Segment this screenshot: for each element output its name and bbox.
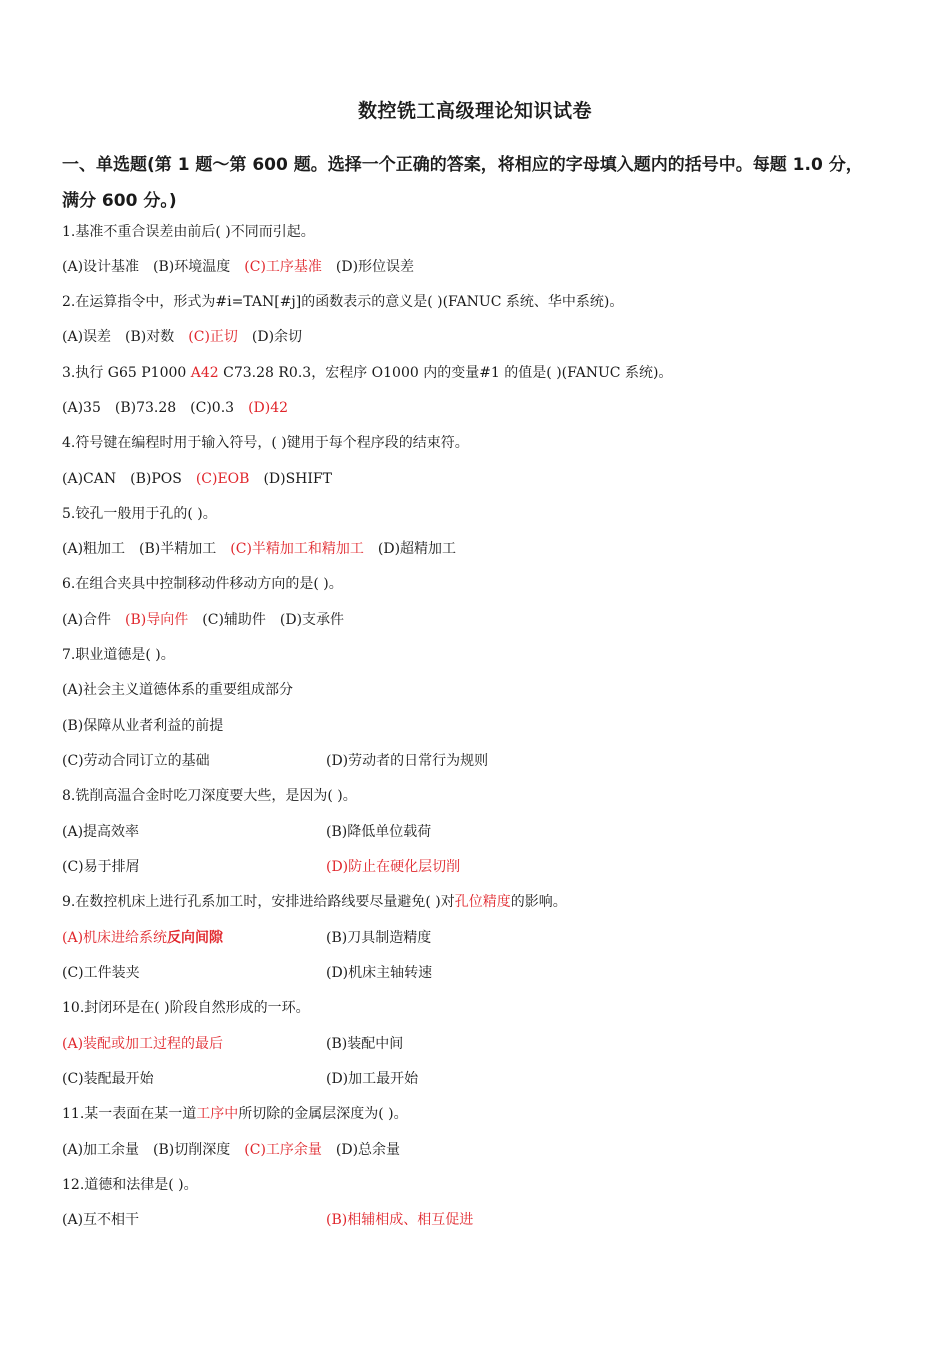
question-options — [62, 328, 902, 346]
question-stem: 12.道德和法律是( )。 — [62, 1177, 198, 1193]
question-stem — [62, 364, 902, 382]
question-options — [62, 399, 902, 417]
option-a-answer — [62, 930, 223, 946]
stem-text: 3.执行 G65 P1000 — [62, 365, 191, 381]
option-b: (B)73.28 — [114, 400, 177, 416]
option-a: (A)误差 — [62, 329, 112, 345]
option-b-answer: (B)相辅相成、相互促进 — [326, 1212, 474, 1228]
option-d: (D)超精加工 — [377, 541, 457, 557]
question-stem — [62, 893, 902, 911]
question-options — [62, 1141, 902, 1159]
question-options — [62, 611, 902, 629]
option-c: (C)装配最开始 — [62, 1071, 154, 1087]
option-d: (D)支承件 — [279, 612, 345, 628]
question-stem: 1.基准不重合误差由前后( )不同而引起。 — [62, 224, 315, 240]
stem-text: 所切除的金属层深度为( )。 — [238, 1106, 408, 1122]
option-a: (A)设计基准 — [62, 259, 140, 275]
stem-text: 9.在数控机床上进行孔系加工时，安排进给路线要尽量避免( )对 — [62, 894, 455, 910]
option-a: (A)加工余量 — [62, 1142, 140, 1158]
option-b: (B)环境温度 — [153, 259, 231, 275]
option-b: (B)半精加工 — [139, 541, 217, 557]
stem-highlight: A42 — [190, 365, 219, 381]
option-c: (C)劳动合同订立的基础 — [62, 753, 210, 769]
option-b: (B)对数 — [125, 329, 175, 345]
question-stem: 2.在运算指令中，形式为#i=TAN[#j]的函数表示的意义是( )(FANUC 系统、华中系统)。 — [62, 294, 624, 310]
question-stem: 6.在组合夹具中控制移动件移动方向的是( )。 — [62, 576, 343, 592]
option-b: (B)切削深度 — [153, 1142, 231, 1158]
question-options — [62, 823, 902, 841]
option-d: (D)机床主轴转速 — [326, 965, 433, 981]
question-options — [62, 258, 902, 276]
page-title: 数控铣工高级理论知识试卷 — [357, 100, 592, 122]
stem-text: 的影响。 — [510, 894, 567, 910]
question-options — [62, 470, 902, 488]
option-b: (B)保障从业者利益的前提 — [62, 718, 224, 734]
stem-highlight: 工序中 — [196, 1106, 239, 1122]
option-c: (C)易于排屑 — [62, 859, 140, 875]
option-d: (D)余切 — [251, 329, 303, 345]
question-stem: 7.职业道德是( )。 — [62, 647, 175, 663]
stem-text: 11.某一表面在某一道 — [62, 1106, 197, 1122]
option-a: (A)社会主义道德体系的重要组成部分 — [62, 682, 294, 698]
section-header-line2: 满分 600 分。) — [62, 191, 177, 211]
question-options — [62, 752, 902, 770]
option-d-answer: (D)防止在硬化层切削 — [326, 859, 461, 875]
stem-highlight: 孔位精度 — [454, 894, 511, 910]
option-d: (D)总余量 — [335, 1142, 401, 1158]
option-a-emphasis: 反向间隙 — [167, 930, 224, 946]
option-c-answer: (C)工序余量 — [244, 1142, 322, 1158]
option-a: (A)合件 — [62, 612, 112, 628]
option-b: (B)POS — [130, 471, 182, 487]
option-c-answer: (C)半精加工和精加工 — [230, 541, 364, 557]
option-c-answer: (C)工序基准 — [244, 259, 322, 275]
option-a-text: (A)机床进给系统 — [62, 930, 168, 946]
option-a: (A)粗加工 — [62, 541, 126, 557]
question-options — [62, 964, 902, 982]
option-b: (B)装配中间 — [326, 1036, 404, 1052]
question-stem: 4.符号键在编程时用于输入符号，( )键用于每个程序段的结束符。 — [62, 435, 469, 451]
option-a: (A)35 — [62, 400, 101, 416]
option-d: (D)加工最开始 — [326, 1071, 419, 1087]
question-stem — [62, 1105, 902, 1123]
stem-text: C73.28 R0.3，宏程序 O1000 内的变量#1 的值是( )(FANUC 系统)。 — [218, 365, 673, 381]
option-b-answer: (B)导向件 — [125, 612, 189, 628]
question-options — [62, 1035, 902, 1053]
question-stem: 10.封闭环是在( )阶段自然形成的一环。 — [62, 1000, 310, 1016]
option-a: (A)CAN — [62, 471, 117, 487]
option-b: (B)降低单位载荷 — [326, 824, 432, 840]
question-stem: 8.铣削高温合金时吃刀深度要大些，是因为( )。 — [62, 788, 357, 804]
option-d: (D)形位误差 — [335, 259, 415, 275]
option-a: (A)提高效率 — [62, 824, 140, 840]
question-options — [62, 858, 902, 876]
question-options — [62, 1211, 902, 1229]
option-a-answer: (A)装配或加工过程的最后 — [62, 1036, 224, 1052]
question-options — [62, 1070, 902, 1088]
option-a: (A)互不相干 — [62, 1212, 140, 1228]
option-b: (B)刀具制造精度 — [326, 930, 432, 946]
option-c-answer: (C)EOB — [195, 471, 250, 487]
option-d: (D)SHIFT — [263, 471, 332, 487]
question-options — [62, 929, 902, 947]
question-stem: 5.铰孔一般用于孔的( )。 — [62, 506, 217, 522]
option-c-answer: (C)正切 — [188, 329, 238, 345]
option-c: (C)0.3 — [190, 400, 235, 416]
option-c: (C)辅助件 — [202, 612, 266, 628]
option-d: (D)劳动者的日常行为规则 — [326, 753, 489, 769]
option-c: (C)工件装夹 — [62, 965, 140, 981]
option-d-answer: (D)42 — [248, 400, 289, 416]
question-options — [62, 540, 902, 558]
section-header-line1: 一、单选题(第 1 题～第 600 题。选择一个正确的答案，将相应的字母填入题内的括号中。每题 1.0 分， — [62, 155, 863, 175]
